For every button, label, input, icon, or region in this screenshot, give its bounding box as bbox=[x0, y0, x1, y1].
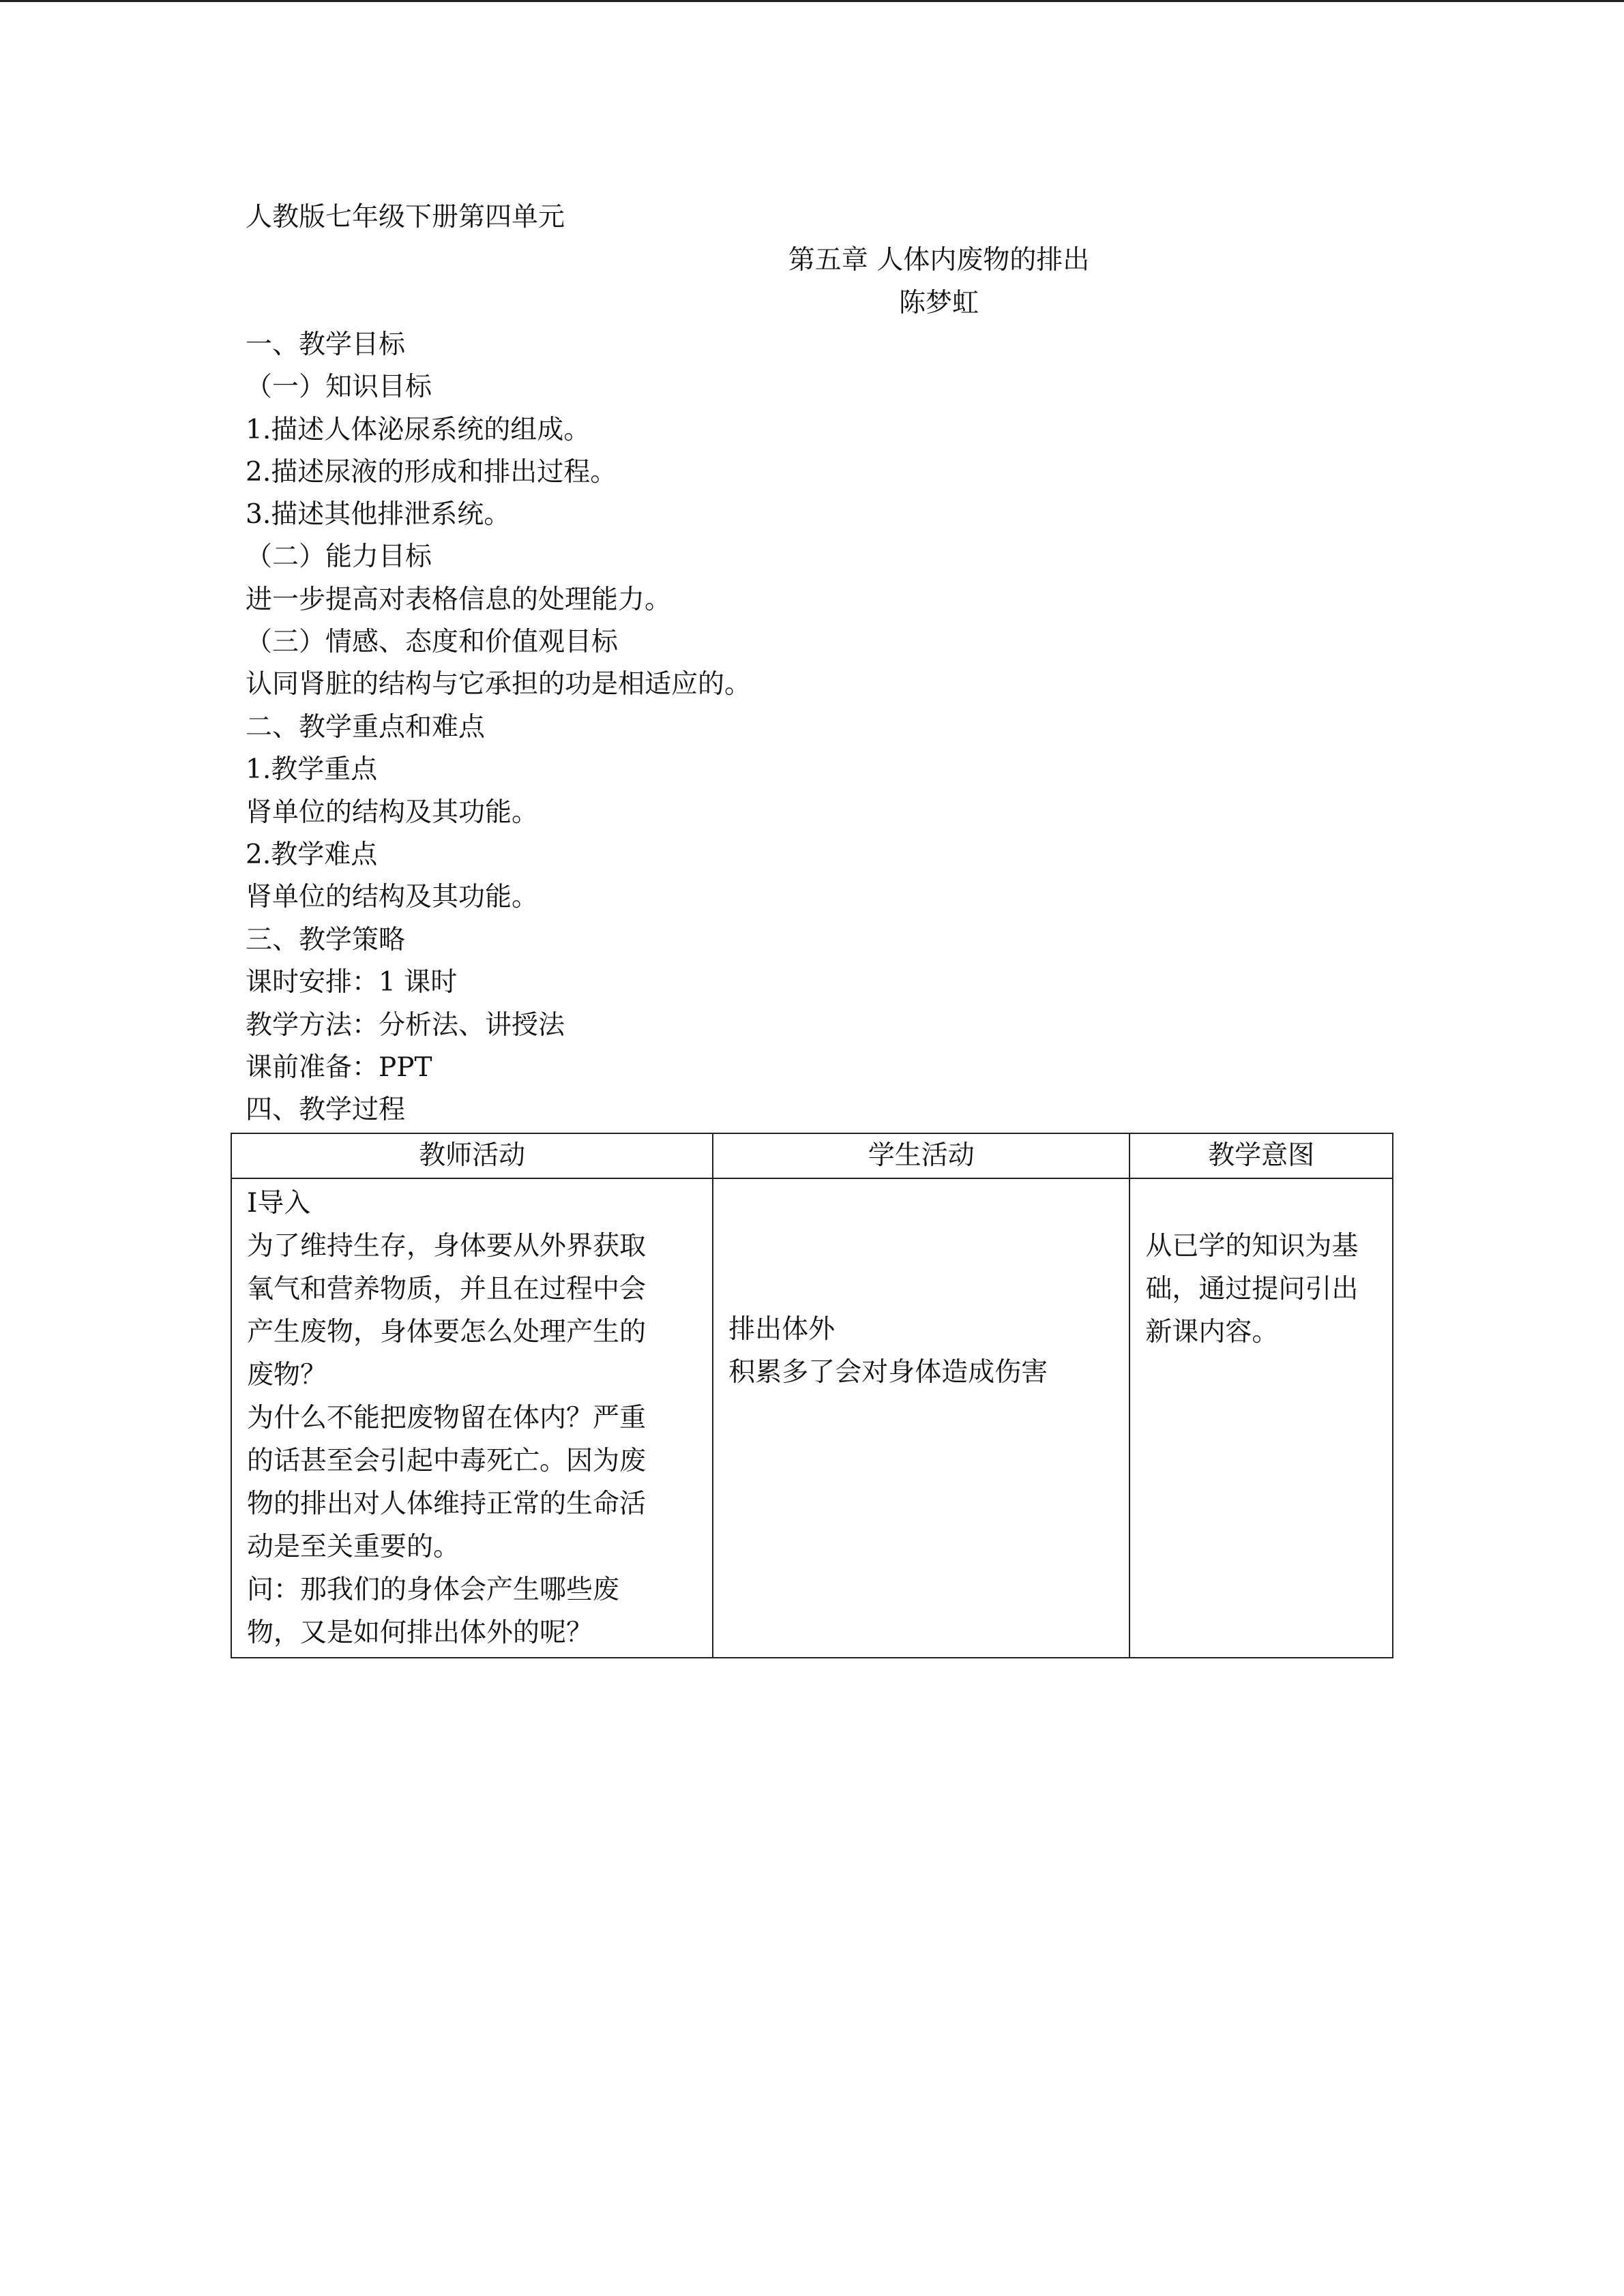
teacher-line: 废物？ bbox=[247, 1360, 327, 1390]
table-row bbox=[231, 1178, 1393, 1658]
teaching-difficulty-text: 肾单位的结构及其功能。 bbox=[246, 882, 539, 912]
teacher-line: 动是至关重要的。 bbox=[247, 1532, 460, 1562]
teacher-activity-cell bbox=[231, 1178, 713, 1658]
intent-line: 础，通过提问引出 bbox=[1145, 1274, 1359, 1304]
teacher-line: 问：那我们的身体会产生哪些废 bbox=[247, 1575, 620, 1605]
emotion-objectives-text: 认同肾脏的结构与它承担的功是相适应的。 bbox=[246, 669, 752, 700]
knowledge-objectives-heading: （一）知识目标 bbox=[246, 372, 432, 402]
teacher-line: 的话甚至会引起中毒死亡。因为废 bbox=[247, 1446, 647, 1476]
teacher-line: Ⅰ导入 bbox=[247, 1188, 311, 1219]
ability-objectives-text: 进一步提高对表格信息的处理能力。 bbox=[246, 584, 672, 615]
intent-line: 从已学的知识为基 bbox=[1145, 1231, 1359, 1262]
teaching-focus-heading: 1.教学重点 bbox=[246, 754, 378, 785]
strategy-heading: 三、教学策略 bbox=[246, 925, 406, 955]
intent-line: 新课内容。 bbox=[1145, 1317, 1279, 1347]
strategy-preparation: 课前准备：PPT bbox=[246, 1052, 432, 1083]
knowledge-item-2: 2.描述尿液的形成和排出过程。 bbox=[246, 457, 617, 488]
table-header-row bbox=[231, 1133, 1393, 1178]
student-line: 积累多了会对身体造成伤害 bbox=[728, 1357, 1048, 1388]
column-header-student: 学生活动 bbox=[713, 1133, 1130, 1178]
teaching-focus-text: 肾单位的结构及其功能。 bbox=[246, 797, 539, 828]
teacher-line: 物的排出对人体维持正常的生命活 bbox=[247, 1489, 647, 1519]
knowledge-item-3: 3.描述其他排泄系统。 bbox=[246, 499, 511, 530]
teacher-line: 氧气和营养物质，并且在过程中会 bbox=[247, 1274, 647, 1304]
author-name: 陈梦虹 bbox=[898, 288, 979, 318]
emotion-objectives-heading: （三）情感、态度和价值观目标 bbox=[246, 627, 619, 657]
student-activity-cell bbox=[713, 1178, 1130, 1658]
key-points-heading: 二、教学重点和难点 bbox=[246, 712, 486, 743]
teacher-line: 为了维持生存，身体要从外界获取 bbox=[247, 1231, 647, 1262]
knowledge-item-1: 1.描述人体泌尿系统的组成。 bbox=[246, 415, 591, 445]
teaching-intent-cell bbox=[1130, 1178, 1393, 1658]
strategy-schedule: 课时安排：1 课时 bbox=[246, 967, 458, 998]
teacher-line: 产生废物，身体要怎么处理产生的 bbox=[247, 1317, 647, 1347]
ability-objectives-heading: （二）能力目标 bbox=[246, 541, 432, 572]
process-heading: 四、教学过程 bbox=[246, 1094, 406, 1125]
chapter-title: 第五章 人体内废物的排出 bbox=[788, 245, 1090, 275]
column-header-intent: 教学意图 bbox=[1130, 1133, 1393, 1178]
teacher-line: 物，又是如何排出体外的呢？ bbox=[247, 1617, 593, 1648]
column-header-teacher: 教师活动 bbox=[231, 1133, 713, 1178]
teacher-line: 为什么不能把废物留在体内？严重 bbox=[247, 1403, 647, 1433]
textbook-label: 人教版七年级下册第四单元 bbox=[246, 202, 565, 233]
page-top-border bbox=[0, 0, 1624, 2]
teaching-process-table bbox=[231, 1133, 1393, 1658]
strategy-methods: 教学方法：分析法、讲授法 bbox=[246, 1010, 565, 1041]
student-line: 排出体外 bbox=[728, 1314, 836, 1345]
teaching-difficulty-heading: 2.教学难点 bbox=[246, 839, 378, 870]
objectives-heading: 一、教学目标 bbox=[246, 329, 406, 360]
